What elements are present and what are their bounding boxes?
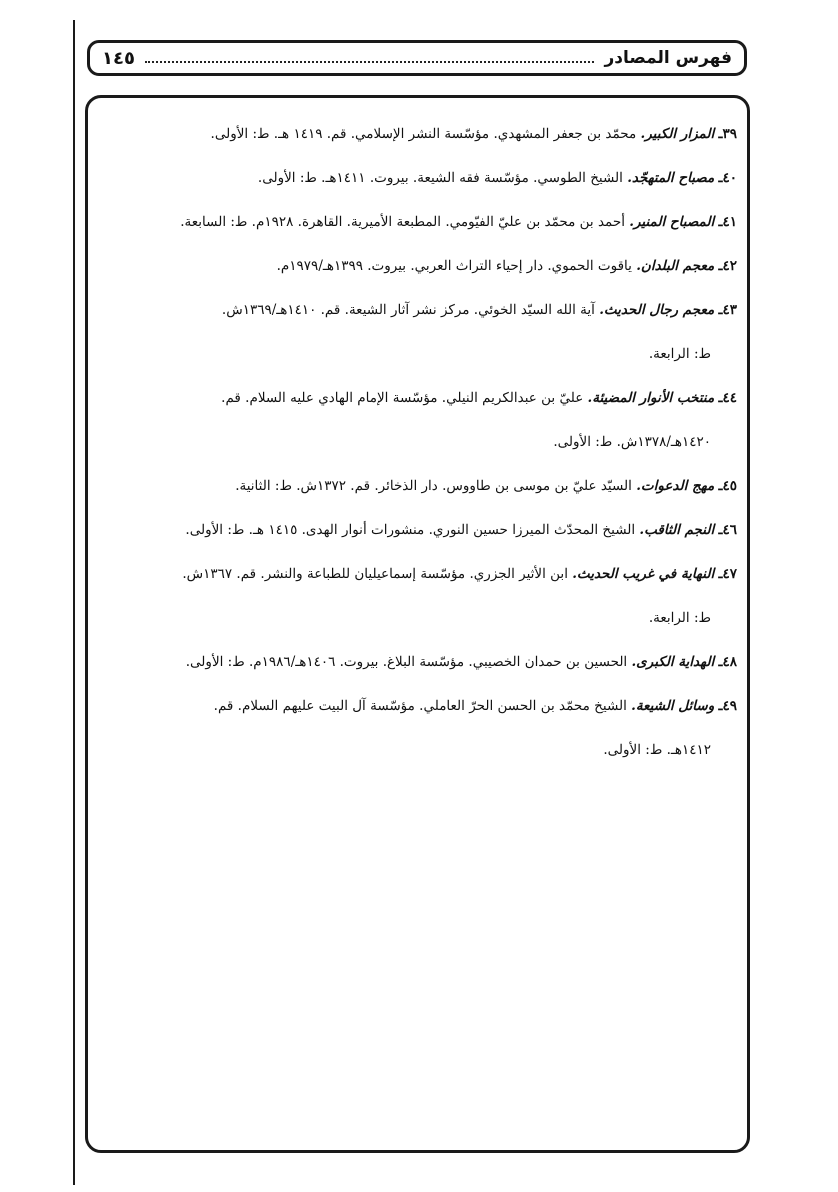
bibliography-entry-44 [97,376,737,464]
bibliography-entry-41 [97,200,737,244]
entry-title: الهداية الكبرى. [631,654,715,670]
running-header [87,40,747,76]
entry-line [97,684,737,728]
entry-title: وسائل الشيعة. [631,698,715,714]
entry-title: المزار الكبير. [640,126,715,142]
entry-details: الحسين بن حمدان الخصيبي. مؤسّسة البلاغ. بيروت. ١٤٠٦هـ/١٩٨٦م. ط: الأولى. [185,654,632,670]
entry-number: ٤٣ـ [718,302,737,318]
entry-number: ٣٩ـ [718,126,737,142]
bibliography-entry-49 [97,684,737,772]
entry-number: ٤٦ـ [718,522,737,538]
entry-details: أحمد بن محمّد بن عليّ الفيّومي. المطبعة الأميرية. القاهرة. ١٩٢٨م. ط: السابعة. [180,214,630,230]
bibliography-entry-48 [97,640,737,684]
entry-line [97,288,737,332]
entry-title: مصباح المتهجّد. [627,170,715,186]
bibliography-entry-43 [97,288,737,376]
entry-number: ٤٨ـ [718,654,737,670]
header-dot-leader [145,61,594,63]
entry-details: عليّ بن عبدالكريم النيلي. مؤسّسة الإمام الهادي عليه السلام. قم. [221,390,588,406]
entry-number: ٤٥ـ [718,478,737,494]
entry-title: معجم رجال الحديث. [599,302,715,318]
entry-continuation: ط: الرابعة. [648,346,711,362]
entry-number: ٤٩ـ [718,698,737,714]
entry-details: الشيخ المحدّث الميرزا حسين النوري. منشورات أنوار الهدى. ١٤١٥ هـ. ط: الأولى. [185,522,640,538]
entry-line [97,640,737,684]
entry-line [97,552,737,596]
entry-details: السيّد عليّ بن موسى بن طاووس. دار الذخائر. قم. ١٣٧٢ش. ط: الثانية. [235,478,637,494]
entry-title: مهج الدعوات. [636,478,715,494]
bibliography-entry-40 [97,156,737,200]
entry-title: منتخب الأنوار المضيئة. [587,390,715,406]
entry-title: معجم البلدان. [636,258,715,274]
entry-number: ٤٧ـ [718,566,737,582]
entry-line [97,156,737,200]
entry-number: ٤١ـ [718,214,737,230]
entry-number: ٤٢ـ [718,258,737,274]
entry-details: الشيخ الطوسي. مؤسّسة فقه الشيعة. بيروت. ١٤١١هـ. ط: الأولى. [257,170,628,186]
bibliography-entry-45 [97,464,737,508]
page-number: ١٤٥ [102,47,135,69]
entry-title: النهاية في غريب الحديث. [572,566,715,582]
bibliography-entry-42 [97,244,737,288]
entry-continuation: ١٤١٢هـ. ط: الأولى. [603,742,711,758]
bibliography-entry-39 [97,112,737,156]
entry-details: الشيخ محمّد بن الحسن الحرّ العاملي. مؤسّسة آل البيت عليهم السلام. قم. [213,698,632,714]
entry-line [97,508,737,552]
entry-line [97,200,737,244]
entry-number: ٤٤ـ [718,390,737,406]
entry-details: آية الله السيّد الخوئي. مركز نشر آثار الشيعة. قم. ١٤١٠هـ/١٣٦٩ش. [221,302,600,318]
entry-title: المصباح المنير. [629,214,715,230]
bibliography-entry-46 [97,508,737,552]
entry-title: النجم الثاقب. [639,522,715,538]
margin-rule [73,20,75,1185]
header-title: فهرس المصادر [604,48,732,68]
entry-line [97,244,737,288]
entry-details: ياقوت الحموي. دار إحياء التراث العربي. بيروت. ١٣٩٩هـ/١٩٧٩م. [276,258,637,274]
bibliography-entry-47 [97,552,737,640]
entry-line [97,464,737,508]
bibliography-list [97,112,737,772]
entry-continuation: ١٤٢٠هـ/١٣٧٨ش. ط: الأولى. [553,434,711,450]
entry-details: ابن الأثير الجزري. مؤسّسة إسماعيليان للطباعة والنشر. قم. ١٣٦٧ش. [182,566,573,582]
entry-continuation: ط: الرابعة. [648,610,711,626]
entry-number: ٤٠ـ [718,170,737,186]
entry-line [97,376,737,420]
entry-line [97,112,737,156]
entry-details: محمّد بن جعفر المشهدي. مؤسّسة النشر الإسلامي. قم. ١٤١٩ هـ. ط: الأولى. [210,126,641,142]
